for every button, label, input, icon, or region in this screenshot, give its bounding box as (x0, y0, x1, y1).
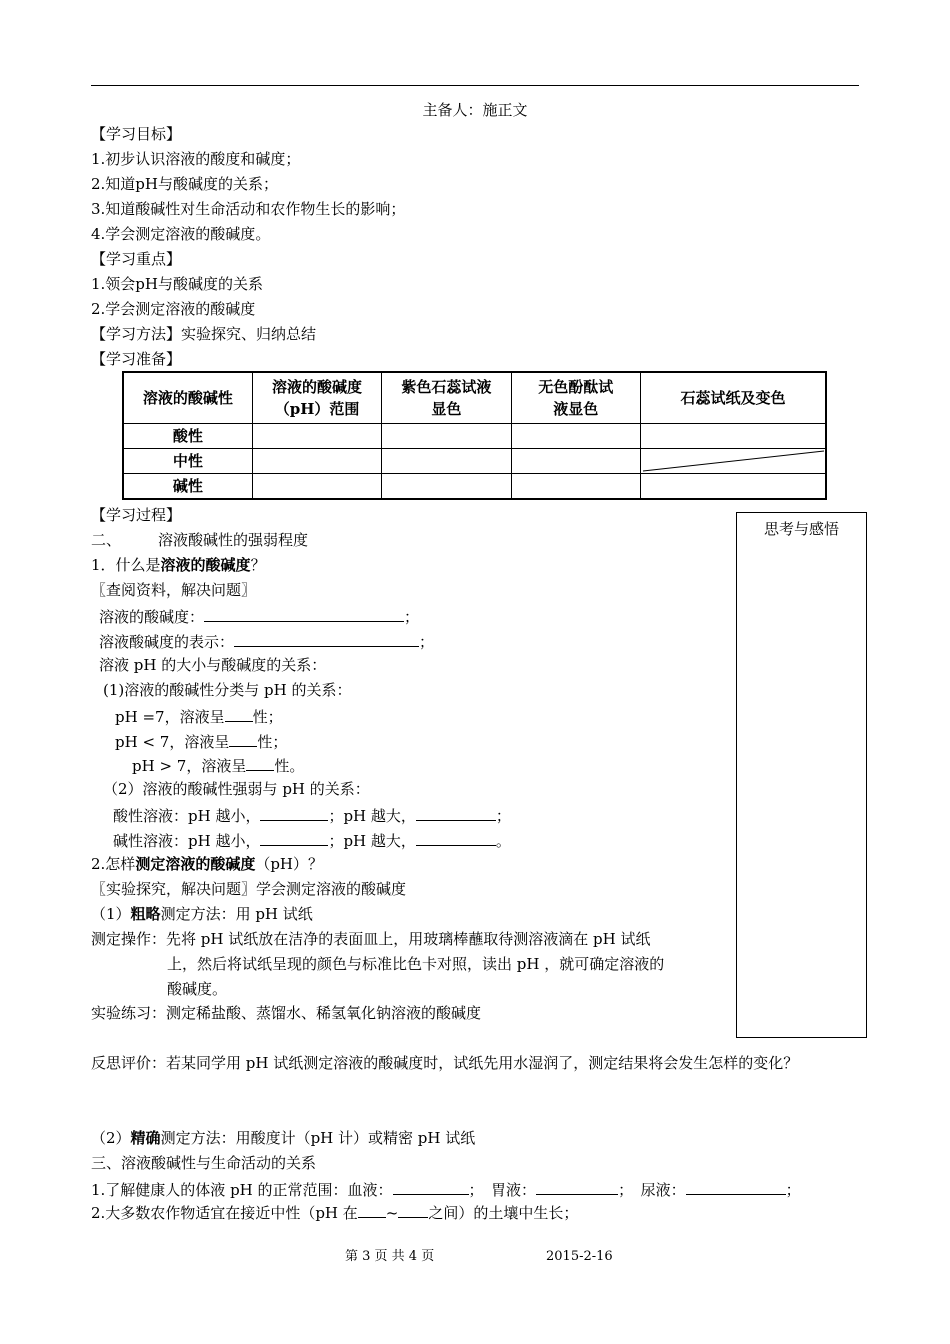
acid-blank-1[interactable] (260, 804, 328, 821)
process-title: 【学习过程】 (91, 506, 182, 524)
section2-title: 溶液酸碱性的强弱程度 (158, 531, 309, 549)
subheading-2: （2）溶液的酸碱性强弱与 pH 的关系： (103, 780, 370, 798)
table-row (123, 424, 826, 449)
ph-less-line: pH < 7，溶液呈 性； (115, 730, 287, 752)
goal-item: 1.初步认识溶液的酸度和碱度； (91, 150, 301, 168)
definition-line: 溶液的酸碱度： ； (99, 605, 419, 627)
table-cell-diagonal (640, 449, 826, 474)
table-header-cell: 溶液的酸碱性 (123, 372, 252, 424)
prep-table (122, 371, 827, 500)
table-cell (382, 474, 511, 500)
row-label-acid: 酸性 (123, 424, 252, 449)
table-header-cell: 石蕊试纸及变色 (640, 372, 826, 424)
definition-blank[interactable] (204, 605, 404, 622)
row-label-neutral: 中性 (123, 449, 252, 474)
precise-method: （2）精确测定方法：用酸度计（pH 计）或精密 pH 试纸 (91, 1129, 476, 1147)
table-cell (382, 449, 511, 474)
explore-heading: 〖实验探究，解决问题〗学会测定溶液的酸碱度 (91, 880, 407, 898)
urine-ph-blank[interactable] (686, 1178, 786, 1195)
table-cell (382, 424, 511, 449)
acid-line: 酸性溶液：pH 越小， ；pH 越大， ； (113, 804, 511, 826)
subheading-1: (1)溶液的酸碱性分类与 pH 的关系： (103, 681, 352, 699)
ph-greater-blank[interactable] (246, 754, 274, 771)
gastric-ph-blank[interactable] (536, 1178, 618, 1195)
operation-line-1: 测定操作：先将 pH 试纸放在洁净的表面皿上，用玻璃棒蘸取待测溶液滴在 pH 试纸 (91, 930, 651, 948)
goal-item: 2.知道pH与酸碱度的关系； (91, 175, 278, 193)
ph-less-blank[interactable] (229, 730, 257, 747)
relation-line: 溶液 pH 的大小与酸碱度的关系： (99, 656, 327, 674)
base-blank-1[interactable] (260, 829, 328, 846)
focus-item: 1.领会pH与酸碱度的关系 (91, 275, 263, 293)
practice-line: 实验练习：测定稀盐酸、蒸馏水、稀氢氧化钠溶液的酸碱度 (91, 1004, 482, 1022)
table-cell (511, 424, 640, 449)
goals-title: 【学习目标】 (91, 125, 182, 143)
focus-title: 【学习重点】 (91, 250, 182, 268)
section2-number: 二、 (91, 531, 122, 549)
section3-item-2: 2.大多数农作物适宜在接近中性（pH 在 ~ 之间）的土壤中生长； (91, 1201, 578, 1223)
table-cell (640, 424, 826, 449)
lookup-heading: 〖查阅资料，解决问题〗 (91, 581, 257, 599)
ph-greater-line: pH > 7，溶液呈 性。 (132, 754, 304, 776)
prep-table-header (123, 372, 826, 424)
diagonal-line (641, 449, 826, 473)
operation-line-3: 酸碱度。 (167, 980, 228, 998)
reflection-box-title: 思考与感悟 (763, 520, 839, 538)
table-header-cell: 无色酚酞试 液显色 (511, 372, 640, 424)
method-line (91, 324, 316, 344)
reflect-line: 反思评价：若某同学用 pH 试纸测定溶液的酸碱度时，试纸先用水湿润了，测定结果将会发生怎样的变化？ (91, 1054, 799, 1072)
ph-low-blank[interactable] (358, 1201, 386, 1218)
table-cell (252, 474, 381, 500)
author-line: 主备人：施正文 (422, 101, 528, 119)
method-text: 实验探究、归纳总结 (181, 325, 317, 343)
table-cell (640, 474, 826, 500)
ph-equal-line: pH =7，溶液呈 性； (115, 705, 283, 727)
representation-blank[interactable] (234, 630, 419, 647)
ph-equal-blank[interactable] (225, 705, 253, 722)
goal-item: 4.学会测定溶液的酸碱度。 (91, 225, 271, 243)
table-cell (252, 424, 381, 449)
rough-method: （1）粗略测定方法：用 pH 试纸 (91, 905, 313, 923)
section3-title: 三、溶液酸碱性与生命活动的关系 (91, 1154, 317, 1172)
reflection-box[interactable] (736, 512, 867, 1038)
ph-high-blank[interactable] (398, 1201, 428, 1218)
representation-line: 溶液酸碱度的表示： ； (99, 630, 434, 652)
prep-title: 【学习准备】 (91, 350, 182, 368)
question-2: 2.怎样测定溶液的酸碱度（pH）？ (91, 855, 324, 873)
table-cell (511, 474, 640, 500)
goal-item: 3.知道酸碱性对生命活动和农作物生长的影响； (91, 200, 406, 218)
operation-line-2: 上，然后将试纸呈现的颜色与标准比色卡对照，读出 pH ，就可确定溶液的 (167, 955, 665, 973)
header-rule (91, 85, 859, 86)
table-header-cell: 溶液的酸碱度 （pH）范围 (252, 372, 381, 424)
method-title: 【学习方法】 (91, 325, 182, 343)
table-cell (511, 449, 640, 474)
table-row (123, 449, 826, 474)
focus-item: 2.学会测定溶液的酸碱度 (91, 300, 256, 318)
section3-item-1: 1.了解健康人的体液 pH 的正常范围：血液： ； 胃液： ； 尿液： ； (91, 1178, 801, 1200)
table-row (123, 474, 826, 500)
base-blank-2[interactable] (416, 829, 496, 846)
page-number: 第 3 页 共 4 页 (345, 1249, 435, 1264)
blood-ph-blank[interactable] (393, 1178, 469, 1195)
acid-blank-2[interactable] (416, 804, 496, 821)
base-line: 碱性溶液：pH 越小， ；pH 越大， 。 (113, 829, 511, 851)
footer-date: 2015-2-16 (546, 1249, 613, 1264)
row-label-base: 碱性 (123, 474, 252, 500)
question-1: 1．什么是溶液的酸碱度？ (91, 556, 266, 574)
table-cell (252, 449, 381, 474)
table-header-cell: 紫色石蕊试液 显色 (382, 372, 511, 424)
